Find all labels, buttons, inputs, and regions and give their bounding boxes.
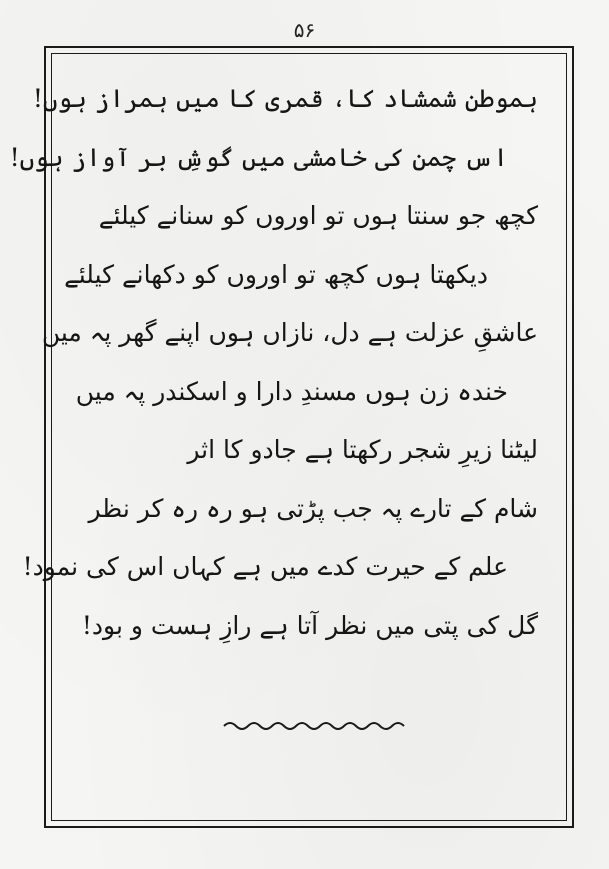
poem-text <box>9 70 548 655</box>
verse-line: دیکھتا ہوں کچھ تو اوروں کو دکھانے کیلئے <box>64 259 488 289</box>
verse-line: اس چمن کی خامشی میں گوشِ بر آواز ہوں! <box>9 142 508 172</box>
verse-line: کچھ جو سنتا ہوں تو اوروں کو سنانے کیلئے <box>98 201 538 230</box>
verse-line: شام کے تارے پہ جب پڑتی ہو رہ رہ کر نظر <box>88 493 538 523</box>
verse-line: لیٹنا زیرِ شجر رکھتا ہے جادو کا اثر <box>187 435 538 464</box>
verse-line: ہموطن شمشاد کا، قمری کا میں ہمراز ہوں! <box>32 84 538 113</box>
page-number: ۵۶ <box>293 18 316 42</box>
verse-line: گل کی پتی میں نظر آتا ہے رازِ ہست و بود! <box>81 610 538 640</box>
verse-line: علم کے حیرت کدے میں ہے کہاں اس کی نمود! <box>22 552 508 581</box>
wavy-divider-ornament <box>222 716 410 734</box>
verse-line: عاشقِ عزلت ہے دل، نازاں ہوں اپنے گھر پہ میں <box>41 318 538 347</box>
verse-line: خندہ زن ہوں مسندِ دارا و اسکندر پہ میں <box>75 376 508 406</box>
